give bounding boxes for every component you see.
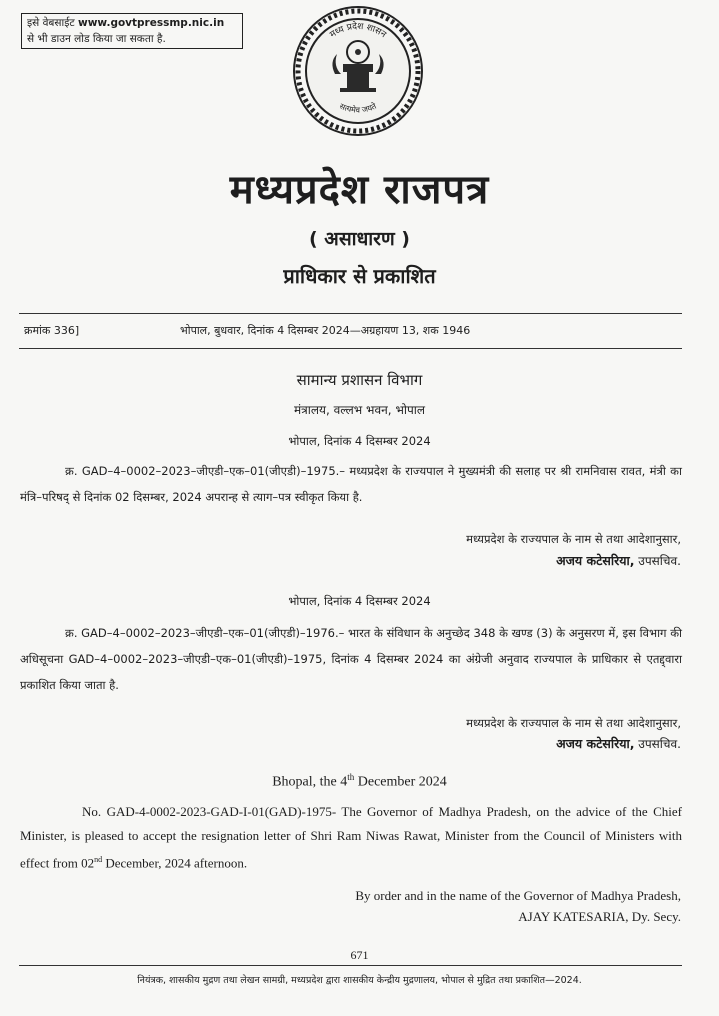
- footer-divider: [19, 965, 682, 966]
- printer-footer: नियंत्रक, शासकीय मुद्रण तथा लेखन सामग्री, मध्यप्रदेश द्वारा शासकीय केन्द्रीय मुद्रणालय, भोपाल से मुद्रित तथा प्रकाशित—2024.: [137, 975, 582, 986]
- page-number: 671: [350, 948, 369, 962]
- notice2-order: मध्यप्रदेश के राज्यपाल के नाम से तथा आदेशानुसार,: [466, 716, 681, 730]
- english-text-sup: nd: [94, 855, 103, 864]
- notice2-designation: उपसचिव.: [634, 737, 681, 751]
- gazette-authority: प्राधिकार से प्रकाशित: [283, 264, 436, 288]
- english-date: [0, 772, 719, 791]
- notice1-date: भोपाल, दिनांक 4 दिसम्बर 2024: [288, 434, 431, 448]
- issue-number: क्रमांक 336]: [24, 324, 80, 337]
- website-notice-box: [21, 13, 243, 49]
- english-signatory: AJAY KATESARIA, Dy. Secy.: [518, 909, 681, 924]
- english-date-sup: th: [347, 772, 355, 782]
- emblem-bottom-text: सत्यमेव जयते: [338, 101, 378, 115]
- department-address: मंत्रालय, वल्लभ भवन, भोपाल: [293, 403, 426, 417]
- notice1-text: क्र. GAD–4–0002–2023–जीएडी–एक–01(जीएडी)–1975.– मध्यप्रदेश के राज्यपाल ने मुख्यमंत्री की सलाह पर श्री रामनिवास रावत, मंत्री का मंत्रि–परिषद् से दिनांक 02 दिसम्बर, 2024 अपरान्ह से त्याग–पत्र स्वीकृत किया है.: [20, 464, 682, 504]
- notice1-designation: उपसचिव.: [634, 554, 681, 568]
- notice2-text: क्र. GAD–4–0002–2023–जीएडी–एक–01(जीएडी)–1976.– भारत के संविधान के अनुच्छेद 348 के खण्ड (3) के अनुसरण में, इस विभाग की अधिसूचना GAD–4–0002–2023–जीएडी–एक–01(जीएडी)–1975, दिनांक 4 दिसम्बर 2024 का अंग्रेजी अनुवाद राज्यपाल के प्राधिकार से एतद्द्वारा प्रकाशित किया जाता है.: [20, 626, 682, 692]
- website-url: www.govtpressmp.nic.in: [78, 17, 225, 29]
- notice1-signatory: अजय कटेसरिया,: [556, 553, 635, 568]
- notice2-signatory: अजय कटेसरिया,: [556, 736, 635, 751]
- english-order: By order and in the name of the Governor of Madhya Pradesh,: [355, 888, 681, 903]
- divider-top: [19, 313, 682, 314]
- divider-bottom: [19, 348, 682, 349]
- emblem-top-text: मध्य प्रदेश शासन: [328, 21, 388, 41]
- gazette-subtitle: ( असाधारण ): [309, 228, 410, 250]
- website-notice-line2: से भी डाउन लोड किया जा सकता है.: [27, 33, 166, 45]
- department-name: सामान्य प्रशासन विभाग: [296, 371, 423, 389]
- english-text-part1: No. GAD-4-0002-2023-GAD-I-01(GAD)-1975- The Governor of Madhya Pradesh, on the advice of the Chief Minister, is pleased to accept the resignation letter of Shri Ram Niwas Rawat, Minister from the Council of Ministers with effect from 02: [20, 804, 682, 871]
- notice2-signature: [556, 735, 681, 752]
- notice1-order: मध्यप्रदेश के राज्यपाल के नाम से तथा आदेशानुसार,: [466, 532, 681, 546]
- gazette-title: मध्यप्रदेश राजपत्र: [229, 167, 490, 213]
- website-notice-line1: [27, 15, 237, 31]
- notice2-date: भोपाल, दिनांक 4 दिसम्बर 2024: [288, 594, 431, 608]
- notice1-signature: [556, 552, 681, 569]
- state-emblem-icon: [291, 4, 425, 138]
- website-notice-prefix: इसे वेबसाईट: [27, 17, 79, 29]
- english-notice-text: [20, 800, 682, 875]
- english-date-suffix: December 2024: [354, 774, 447, 790]
- english-date-prefix: Bhopal, the 4: [272, 774, 348, 790]
- english-text-part2: December, 2024 afternoon.: [102, 855, 248, 871]
- issue-date-line: भोपाल, बुधवार, दिनांक 4 दिसम्बर 2024—अग्रहायण 13, शक 1946: [180, 324, 471, 337]
